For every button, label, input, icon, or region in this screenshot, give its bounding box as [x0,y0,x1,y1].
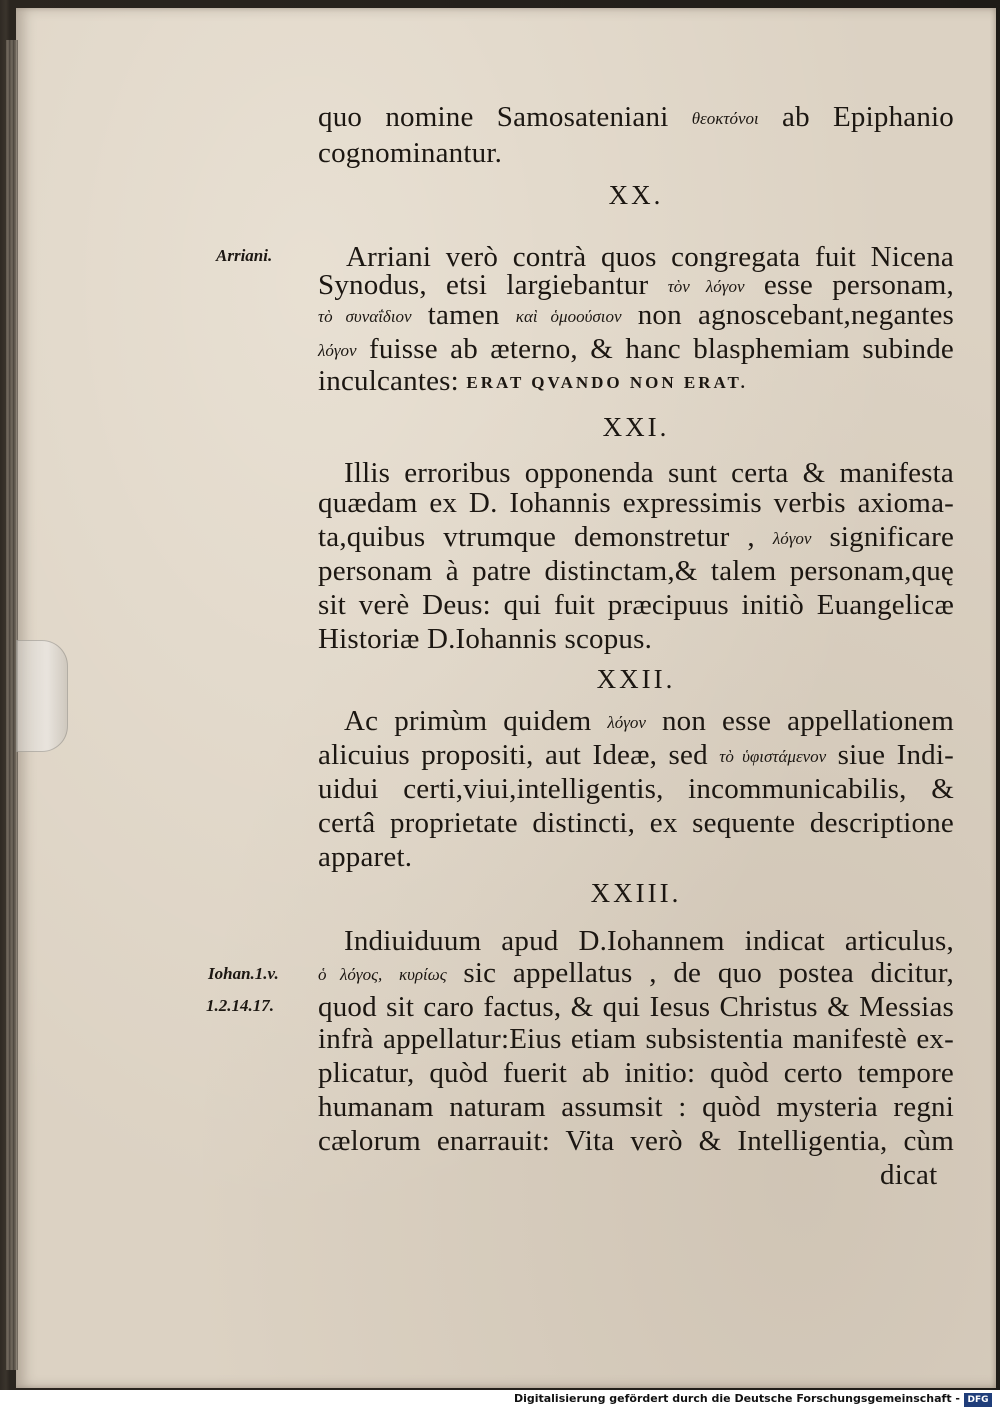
smallcaps-phrase: ERAT QVANDO NON ERAT. [466,373,748,392]
text-fragment: significare [829,521,955,553]
text-fragment: siue Indi- [837,739,954,771]
book-page [16,8,996,1388]
greek-word: καὶ ὁμοούσιον [515,307,622,326]
greek-word: τὸ συναΐδιον [318,307,412,326]
greek-word: κυρίως [398,965,447,984]
funding-notice: Digitalisierung gefördert durch die Deutsche Forschungsgemeinschaft - [513,1392,960,1405]
margin-note-iohan-1: Iohan.1.v. [208,964,279,983]
margin-note-arriani: Arriani. [216,246,273,265]
text-fragment: fuisse ab æterno, & hanc blasphemiam subinde [368,333,955,365]
text-line-10 [318,520,954,556]
greek-word: τὸν λόγον [667,277,745,296]
greek-word: λόγον [318,341,357,360]
text-line-22: infrà appellatur:Eius etiam subsistentia manifestè ex- [318,1023,954,1055]
text-line-16: uidui certi,viui,intelligentis, incommunicabilis, & [318,773,954,805]
text-fragment: ab Epiphanio [782,101,954,133]
text-line-23: plicatur, quòd fuerit ab initio: quòd certo tempore [318,1057,954,1089]
text-fragment: inculcantes: [318,365,459,397]
text-fragment: Synodus, etsi largiebantur [318,269,649,301]
greek-word: θεοκτόνοι [691,109,759,128]
text-fragment: ta,quibus vtrumque demonstretur , [318,521,755,553]
text-line-6 [318,332,954,368]
footer-bar [0,1390,1000,1411]
text-line-21: quod sit caro factus, & qui Iesus Christus & Messias [318,991,954,1023]
text-line-7 [318,364,954,400]
margin-note-iohan-2: 1.2.14.17. [206,996,274,1015]
text-line-20 [318,956,954,992]
text-line-19: Indiuiduum apud D.Iohannem indicat articulus, [344,925,954,957]
greek-word: τὸ ὑφιστάμενον [719,747,827,766]
text-line-11: personam à patre distinctam,& talem personam,quę [318,555,954,587]
section-heading-xxi: XXI. [602,412,670,442]
text-line-13: Historiæ D.Iohannis scopus. [318,623,653,655]
section-heading-xxii: XXII. [596,664,676,694]
text-line-25: cælorum enarrauit: Vita verò & Intelligentia, cùm [318,1125,954,1157]
section-heading-xx: XX. [608,180,664,210]
catchword: dicat [880,1159,938,1191]
text-line-14 [344,704,954,740]
text-fragment: quo nomine Samosateniani [318,101,669,133]
text-line-15 [318,738,954,774]
text-fragment: esse personam, [763,269,955,301]
text-line-1 [318,100,954,136]
section-heading-xxiii: XXIII. [590,878,682,908]
text-line-8: Illis erroribus opponenda sunt certa & manifesta [344,457,954,489]
text-line-5 [318,298,954,334]
page-clip [16,640,68,752]
text-line-24: humanam naturam assumsit : quòd mysteria regni [318,1091,954,1123]
text-line-12: sit verè Deus: qui fuit præcipuus initiò Euangelicæ [318,589,954,621]
text-line-2: cognominantur. [318,137,503,169]
text-line-9: quædam ex D. Iohannis expressimis verbis axioma- [318,487,954,519]
text-fragment: Ac primùm quidem [344,705,592,737]
text-line-17: certâ proprietate distincti, ex sequente descriptione [318,807,954,839]
text-line-3: Arriani verò contrà quos congregata fuit Nicena [346,241,954,273]
greek-word: λόγον [772,529,812,548]
text-fragment: sic appellatus , de quo postea dicitur, [463,957,955,989]
text-fragment: tamen [427,299,500,331]
text-fragment: non esse appellationem [661,705,955,737]
text-fragment: alicuius propositi, aut Ideæ, sed [318,739,708,771]
text-line-18: apparet. [318,841,413,873]
text-fragment: non agnoscebant,negantes [637,299,955,331]
greek-word: λόγον [607,713,646,732]
dfg-logo-icon: DFG [964,1393,992,1407]
greek-word: ὁ λόγος, [318,965,383,984]
